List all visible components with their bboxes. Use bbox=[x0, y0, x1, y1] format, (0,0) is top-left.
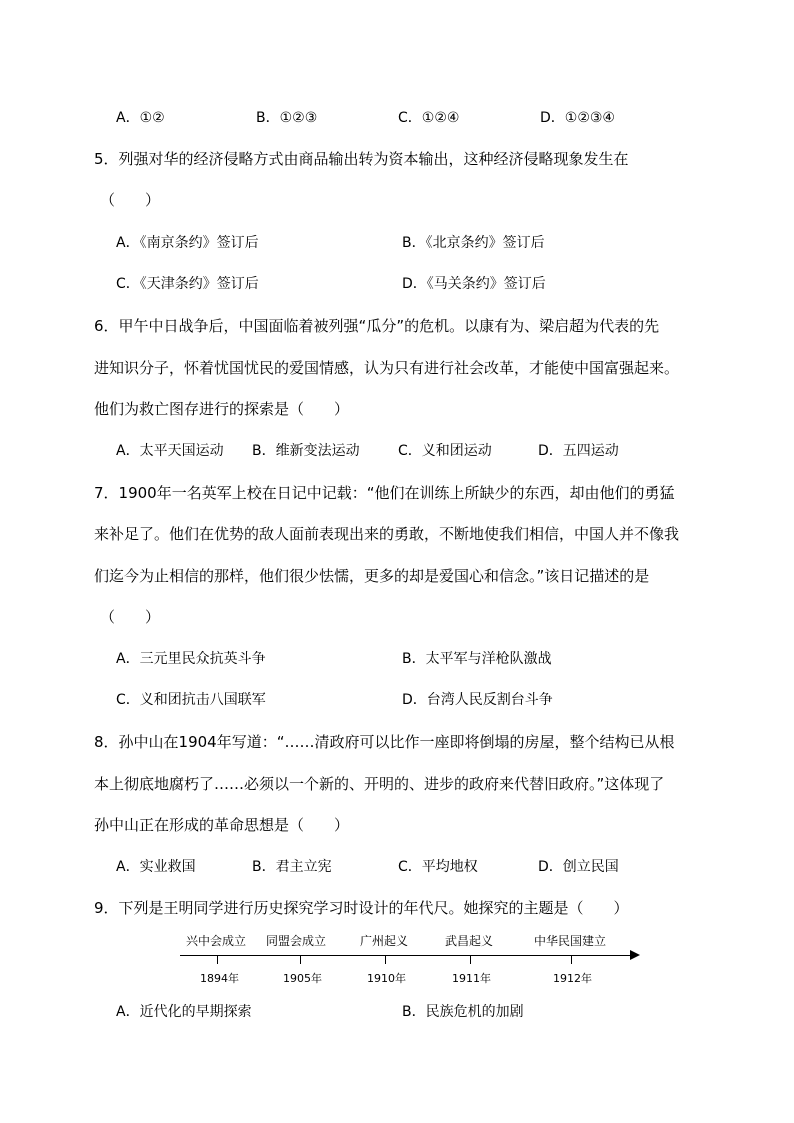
timeline-event-4: 武昌起义 bbox=[445, 934, 494, 948]
q8-stem-line-2: 本上彻底地腐朽了……必须以一个新的、开明的、进步的政府来代替旧政府。”这体现了 bbox=[94, 775, 665, 793]
q9-stem: 9．下列是王明同学进行历史探究学习时设计的年代尺。她探究的主题是（ ） bbox=[94, 899, 629, 917]
q4-option-c: C．①②④ bbox=[398, 110, 460, 126]
q7-option-a: A．三元里民众抗英斗争 bbox=[116, 651, 266, 667]
q6-option-b: B．维新变法运动 bbox=[252, 443, 360, 459]
q6-option-d: D．五四运动 bbox=[538, 443, 619, 459]
timeline-year-2: 1905年 bbox=[283, 972, 322, 985]
q5-option-b: B．《北京条约》签订后 bbox=[402, 235, 545, 251]
q6-option-c: C．义和团运动 bbox=[398, 443, 492, 459]
timeline-year-4: 1911年 bbox=[452, 972, 491, 985]
q5-option-d: D．《马关条约》签订后 bbox=[402, 276, 546, 292]
q8-stem-line-1: 8．孙中山在1904年写道：“……清政府可以比作一座即将倒塌的房屋，整个结构已从根 bbox=[94, 733, 675, 751]
timeline-event-5: 中华民国建立 bbox=[534, 934, 607, 948]
q9-option-b: B．民族危机的加剧 bbox=[402, 1004, 524, 1020]
q7-stem-line-3: 们迄今为止相信的那样，他们很少怯懦，更多的却是爱国心和信念。”该日记描述的是 bbox=[94, 567, 650, 585]
q5-option-c: C．《天津条约》签订后 bbox=[116, 276, 259, 292]
timeline-tick bbox=[470, 955, 471, 964]
q7-stem-line-2: 来补足了。他们在优势的敌人面前表现出来的勇敢，不断地使我们相信，中国人并不像我 bbox=[94, 525, 680, 543]
q6-stem-line-2: 进知识分子，怀着忧国忧民的爱国情感，认为只有进行社会改革，才能使中国富强起来。 bbox=[94, 359, 680, 377]
q9-option-a: A．近代化的早期探索 bbox=[116, 1004, 252, 1020]
q8-option-b: B．君主立宪 bbox=[252, 859, 332, 875]
q6-stem-line-1: 6．甲午中日战争后，中国面临着被列强“瓜分”的危机。以康有为、梁启超为代表的先 bbox=[94, 317, 660, 335]
timeline-event-3: 广州起义 bbox=[360, 934, 409, 948]
q6-option-a: A．太平天国运动 bbox=[116, 443, 224, 459]
q7-stem-line-1: 7．1900年一名英军上校在日记中记载：“他们在训练上所缺少的东西，却由他们的勇猛 bbox=[94, 484, 675, 502]
q6-stem-line-3: 他们为救亡图存进行的探索是（ ） bbox=[94, 400, 350, 418]
timeline-year-1: 1894年 bbox=[200, 972, 239, 985]
timeline-arrow-icon bbox=[630, 950, 640, 960]
q7-option-d: D．台湾人民反割台斗争 bbox=[402, 692, 553, 708]
timeline-year-5: 1912年 bbox=[553, 972, 592, 985]
q7-blank: （ ） bbox=[100, 608, 161, 626]
timeline-tick bbox=[300, 955, 301, 964]
q5-option-a: A．《南京条约》签订后 bbox=[116, 235, 259, 251]
q4-option-a: A．①② bbox=[116, 110, 165, 126]
timeline-tick bbox=[385, 955, 386, 964]
q8-stem-line-3: 孙中山正在形成的革命思想是（ ） bbox=[94, 816, 350, 834]
q7-option-c: C．义和团抗击八国联军 bbox=[116, 692, 266, 708]
timeline-year-3: 1910年 bbox=[367, 972, 406, 985]
timeline-tick bbox=[571, 955, 572, 964]
timeline-tick bbox=[217, 955, 218, 964]
q5-blank: （ ） bbox=[100, 191, 161, 209]
q8-option-c: C．平均地权 bbox=[398, 859, 478, 875]
q8-option-d: D．创立民国 bbox=[538, 859, 619, 875]
timeline-event-1: 兴中会成立 bbox=[186, 934, 247, 948]
q5-stem: 5．列强对华的经济侵略方式由商品输出转为资本输出，这种经济侵略现象发生在 bbox=[94, 150, 629, 168]
timeline-event-2: 同盟会成立 bbox=[266, 934, 327, 948]
timeline-axis bbox=[180, 955, 636, 956]
q8-option-a: A．实业救国 bbox=[116, 859, 196, 875]
q7-option-b: B．太平军与洋枪队激战 bbox=[402, 651, 552, 667]
q4-option-d: D．①②③④ bbox=[540, 110, 615, 126]
q4-option-b: B．①②③ bbox=[256, 110, 318, 126]
